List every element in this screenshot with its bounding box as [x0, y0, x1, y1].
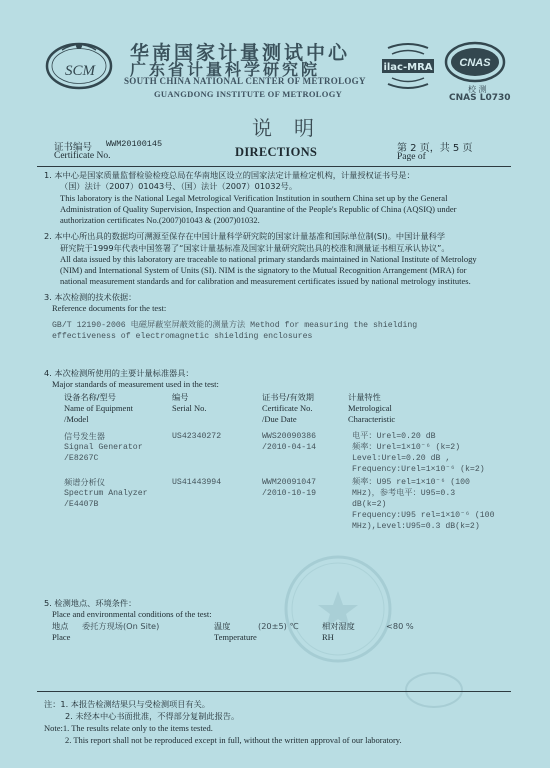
section-1-en-line-1: This laboratory is the National Legal Metrological Verification Institution in southern China set up by the General [60, 193, 448, 203]
row-1-date: /2010-04-14 [262, 443, 317, 452]
note-en-1: Note:1. The results relate only to the items tested. [44, 723, 213, 733]
reference-document-line-2: effectiveness of electromagnetic shielding enclosures [52, 332, 313, 341]
row-2-char-1: 频率：U95 rel=1×10⁻⁶ (100 [352, 478, 470, 487]
section-2-en-line-1: All data issued by this laboratory are traceable to national primary standards maintained in National Institute of Metrology [60, 254, 477, 264]
row-2-name-cn: 频谱分析仪 [64, 477, 105, 487]
header-name-en-2: /Model [64, 414, 89, 424]
ilac-mra-logo [380, 42, 436, 90]
rh-label-en: RH [322, 632, 334, 642]
rh-label-cn: 相对湿度 [322, 621, 355, 631]
scm-logo [44, 37, 114, 93]
section-1-en-line-3: authorization certificates No.(2007)01043 & (2007)01032. [60, 215, 260, 225]
section-2-en-line-2: (NIM) and International System of Units (SI). NIM is the signatory to the Mutual Recognition Arrangement (MRA) for [60, 265, 467, 275]
section-2-cn-line-1: 2. 本中心所出具的数据均可溯源至保存在中国计量科学研究院的国家计量基准和国际单位制(SI)。中国计量科学 [44, 231, 446, 241]
section-3-heading-cn: 3. 本次检测的技术依据： [44, 292, 137, 302]
header-divider [37, 166, 511, 167]
row-2-name-en: Spectrum Analyzer [64, 489, 148, 498]
row-1-char-1: 电平：Urel=0.20 dB [352, 432, 436, 441]
svg-text:CNAS: CNAS [459, 57, 491, 69]
header-char-en-1: Metrological [348, 403, 392, 413]
row-1-name-cn: 信号发生器 [64, 431, 105, 441]
row-1-char-4: Frequency:Urel=1×10⁻⁶ (k=2) [352, 465, 485, 474]
section-1-cn-line-2: （国）法计（2007）01043号、（国）法计（2007）01032号。 [60, 181, 298, 191]
header-char-en-2: Characteristic [348, 414, 396, 424]
temperature-value: (20±5) ℃ [258, 621, 299, 631]
section-3-heading-en: Reference documents for the test: [52, 303, 167, 313]
row-1-char-2: 频率：Urel=1×10⁻⁶ (k=2) [352, 443, 461, 452]
header-cert-en-1: Certificate No. [262, 403, 313, 413]
note-en-2: 2. This report shall not be reproduced except in full, without the written approval of our laboratory. [65, 735, 402, 745]
svg-text:ilac-MRA: ilac-MRA [383, 62, 433, 73]
scm-emboss-stamp [403, 670, 465, 710]
section-1-en-line-2: Administration of Quality Supervision, Inspection and Quarantine of the People's Republic of China (AQSIQ) under [60, 204, 457, 214]
certificate-label-cn: 证书编号 [54, 142, 93, 153]
section-4-heading-en: Major standards of measurement used in the test: [52, 379, 219, 389]
header-name-en-1: Name of Equipment [64, 403, 133, 413]
place-label-cn: 地点 [52, 621, 69, 631]
section-4-heading-cn: 4. 本次检测所使用的主要计量标准器具： [44, 368, 194, 378]
temperature-label-en: Temperature [214, 632, 257, 642]
row-2-serial: US41443994 [172, 478, 222, 487]
cnas-subtitle: 校 测 [468, 85, 487, 94]
row-2-char-5: MHz),Level:U95=0.3 dB(k=2) [352, 522, 480, 531]
institute-name-en-2: GUANGDONG INSTITUTE OF METROLOGY [154, 89, 343, 99]
row-1-serial: US42340272 [172, 432, 222, 441]
row-2-cert: WWM20091047 [262, 478, 317, 487]
section-5-heading-cn: 5. 检测地点、环境条件： [44, 598, 137, 608]
section-2-cn-line-2: 研究院于1999年代表中国签署了“国家计量基标准及国家计量研究院出具的校准和测量证书相互承认协议”。 [60, 243, 450, 253]
place-value: 委托方现场(On Site) [82, 621, 160, 631]
row-2-char-2: MHz)，参考电平：U95=0.3 [352, 489, 456, 498]
header-cert-en-2: /Due Date [262, 414, 297, 424]
row-1-name-en: Signal Generator [64, 443, 143, 452]
row-1-model: /E8267C [64, 454, 99, 463]
notes-divider [37, 691, 511, 692]
header-name-cn: 设备名称/型号 [64, 392, 116, 402]
page-indicator-en: Page of [397, 152, 426, 162]
title-en: DIRECTIONS [235, 145, 318, 159]
header-cert-cn: 证书号/有效期 [262, 392, 314, 402]
note-cn-1: 注：1. 本报告检测结果只与受检测项目有关。 [44, 699, 210, 709]
header-serial-cn: 编号 [172, 392, 189, 402]
row-1-char-3: Level:Urel=0.20 dB , [352, 454, 451, 463]
row-2-model: /E4407B [64, 500, 99, 509]
cnas-number: CNAS L0730 [449, 93, 511, 103]
row-2-char-3: dB(k=2) [352, 500, 387, 509]
row-2-char-4: Frequency:U95 rel=1×10⁻⁶ (100 [352, 511, 495, 520]
title-cn: 说明 [252, 116, 336, 140]
note-cn-2: 2. 未经本中心书面批准，不得部分复制此报告。 [65, 711, 240, 721]
header-serial-en: Serial No. [172, 403, 207, 413]
page-indicator-cn: 第 2 页，共 5 页 [397, 143, 473, 154]
row-2-date: /2010-10-19 [262, 489, 317, 498]
section-2-en-line-3: national measurement standards and for calibration and measurement certificates issued by national metrology institutes. [60, 276, 471, 286]
institute-name-cn-1: 华南国家计量测试中心 [130, 42, 351, 64]
certificate-number: WWM20100145 [106, 139, 163, 149]
institute-name-cn-2: 广东省计量科学研究院 [130, 60, 321, 79]
section-5-heading-en: Place and environmental conditions of the test: [52, 609, 212, 619]
row-1-cert: WWS20090386 [262, 432, 317, 441]
svg-text:SCM: SCM [65, 63, 95, 79]
rh-value: <80 % [386, 621, 414, 631]
institute-name-en-1: SOUTH CHINA NATIONAL CENTER OF METROLOGY [124, 76, 366, 86]
header-char-cn: 计量特性 [348, 392, 381, 402]
reference-document-line-1: GB/T 12190-2006 电磁屏蔽室屏蔽效能的测量方法 Method for measuring the shielding [52, 321, 418, 330]
temperature-label-cn: 温度 [214, 621, 231, 631]
cnas-logo [444, 40, 506, 84]
certificate-label-en: Certificate No. [54, 151, 111, 161]
place-label-en: Place [52, 632, 71, 642]
official-seal [282, 553, 394, 665]
section-1-cn-line-1: 1. 本中心是国家质量监督检验检疫总局在华南地区设立的国家法定计量检定机构，计量授权证书号是： [44, 170, 415, 180]
